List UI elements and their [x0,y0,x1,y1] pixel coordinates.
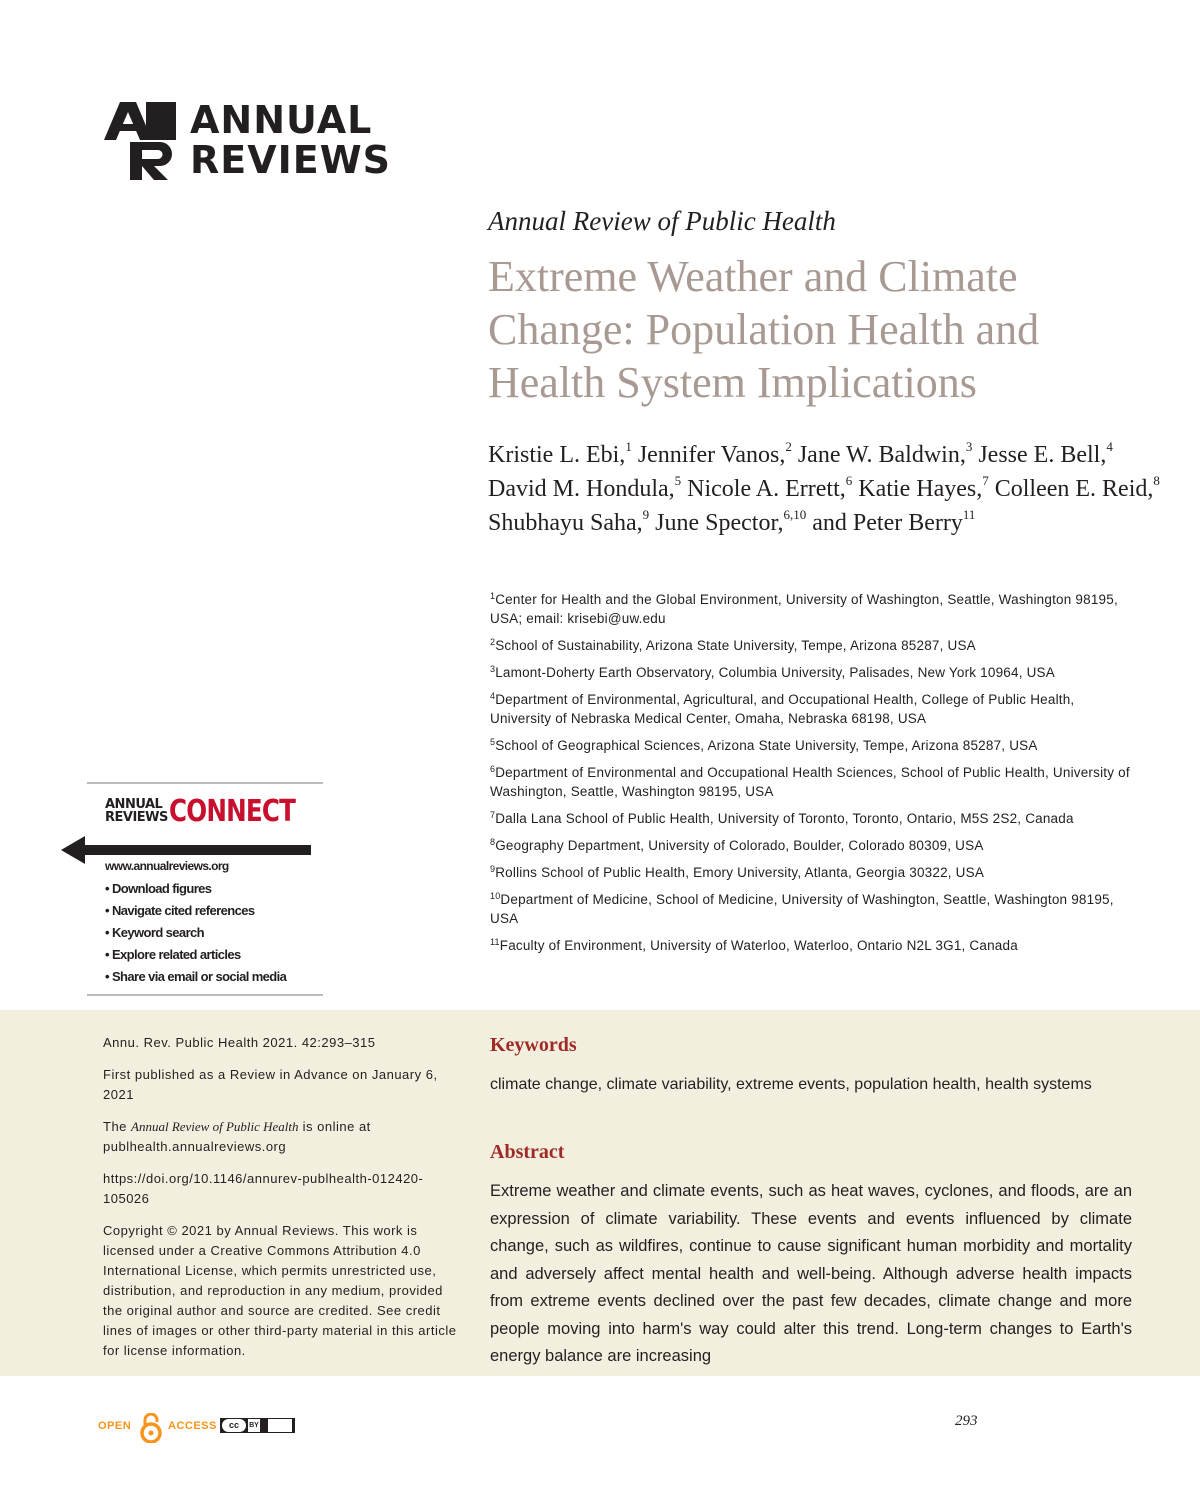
article-title: Extreme Weather and Climate Change: Population Health and Health System Implications [488,252,1040,407]
affiliation: $^4$Department of Environmental, Agricultural, and Occupational Health, College of Public Health, University of Nebraska Medical Center, Omaha, Nebraska 68198, USA [490,691,1075,726]
author: David M. Hondula,$^5$ [488,473,682,502]
journal-name: Annual Review of Public Health [488,206,836,236]
affiliation: $^7$Dalla Lana School of Public Health, University of Toronto, Toronto, Ontario, M5S 2S2, Canada [490,810,1074,826]
connect-brand-small: ANNUAL REVIEWS [105,797,168,825]
keywords-text: climate change, climate variability, extreme events, population health, health systems [490,1076,1092,1093]
affiliation: $^5$School of Geographical Sciences, Arizona State University, Tempe, Arizona 85287, USA [490,737,1038,753]
affiliation: $^9$Rollins School of Public Health, Emory University, Atlanta, Georgia 30322, USA [490,864,985,880]
connect-feature-item: • Download figures [105,881,212,896]
article-metadata [103,1033,458,1373]
connect-feature-item: • Keyword search [105,925,204,940]
connect-url[interactable]: www.annualreviews.org [105,859,229,873]
first-published: First published as a Review in Advance on January 6, 2021 [103,1067,438,1102]
affiliation: $^{11}$Faculty of Environment, University of Waterloo, Waterloo, Ontario N2L 3G1, Canada [490,937,1018,953]
cc-by-license-icon: cc BY [220,1418,295,1433]
open-access-lock-icon [138,1413,164,1443]
open-access-badge [98,1413,298,1443]
author: June Spector,$^{6,10}$ [655,507,807,536]
connect-feature-list [105,878,286,988]
author: Jesse E. Bell,$^4$ [978,439,1113,468]
author: and Peter Berry$^{11}$ [812,507,976,536]
author: Jane W. Baldwin,$^3$ [797,439,973,468]
annual-reviews-connect-box[interactable] [87,782,323,996]
publisher-name: ANNUAL REVIEWS [190,98,392,182]
affiliation: $^1$Center for Health and the Global Environment, University of Washington, Seattle, Washington 98195, USA; email: krisebi@uw.edu [490,591,1118,626]
copyright: Copyright © 2021 by Annual Reviews. This work is licensed under a Creative Commons Attribution 4.0 International License, which permits unrestricted use, distribution, and reproduction in any medium, provided the original author and source are credited. See credit lines of images or other third-party material in this article for license information. [103,1223,457,1358]
access-label: ACCESS [168,1420,217,1432]
connect-feature-item: • Share via email or social media [105,969,287,984]
affiliation-list [490,590,1130,963]
page-number: 293 [955,1413,978,1429]
author: Katie Hayes,$^7$ [858,473,989,502]
publisher-logo [102,100,402,182]
doi-link[interactable]: https://doi.org/10.1146/annurev-publhealth-012420-105026 [103,1171,424,1206]
affiliation: $^2$School of Sustainability, Arizona State University, Tempe, Arizona 85287, USA [490,637,976,653]
affiliation: $^8$Geography Department, University of Colorado, Boulder, Colorado 80309, USA [490,837,984,853]
affiliation: $^3$Lamont-Doherty Earth Observatory, Columbia University, Palisades, New York 10964, USA [490,664,1055,680]
author: Kristie L. Ebi,$^1$ [488,439,632,468]
connect-feature-item: • Explore related articles [105,947,241,962]
connect-feature-item: • Navigate cited references [105,903,255,918]
author: Shubhayu Saha,$^9$ [488,507,650,536]
author: Colleen E. Reid,$^8$ [994,473,1160,502]
open-label: OPEN [98,1420,132,1432]
abstract-text: Extreme weather and climate events, such as heat waves, cyclones, and floods, are an expression of climate variability. These events and events influenced by climate change, such as wildfires, continue to cause significant human morbidity and mortality and adversely affect mental health and well-being. Although adverse health impacts from extreme events declined over the past few decades, climate change and more people moving into harm's way could alter this trend. Long-term changes to Earth's energy balance are increasing [490,1182,1132,1365]
keywords-heading: Keywords [490,1034,577,1056]
affiliation: $^{10}$Department of Medicine, School of Medicine, University of Washington, Seattle, Washington 98195, USA [490,891,1114,926]
author-list [488,438,1168,540]
author: Jennifer Vanos,$^2$ [637,439,792,468]
connect-brand-title: CONNECT [169,794,296,829]
affiliation: $^6$Department of Environmental and Occupational Health Sciences, School of Public Health, University of Washington, Seattle, Washington 98195, USA [490,764,1130,799]
author: Nicole A. Errett,$^6$ [687,473,853,502]
citation: Annu. Rev. Public Health 2021. 42:293–315 [103,1035,376,1050]
online-at: The Annual Review of Public Health is online at publhealth.annualreviews.org [103,1119,371,1154]
annual-reviews-logo-icon [102,100,180,182]
abstract-heading: Abstract [490,1141,565,1163]
